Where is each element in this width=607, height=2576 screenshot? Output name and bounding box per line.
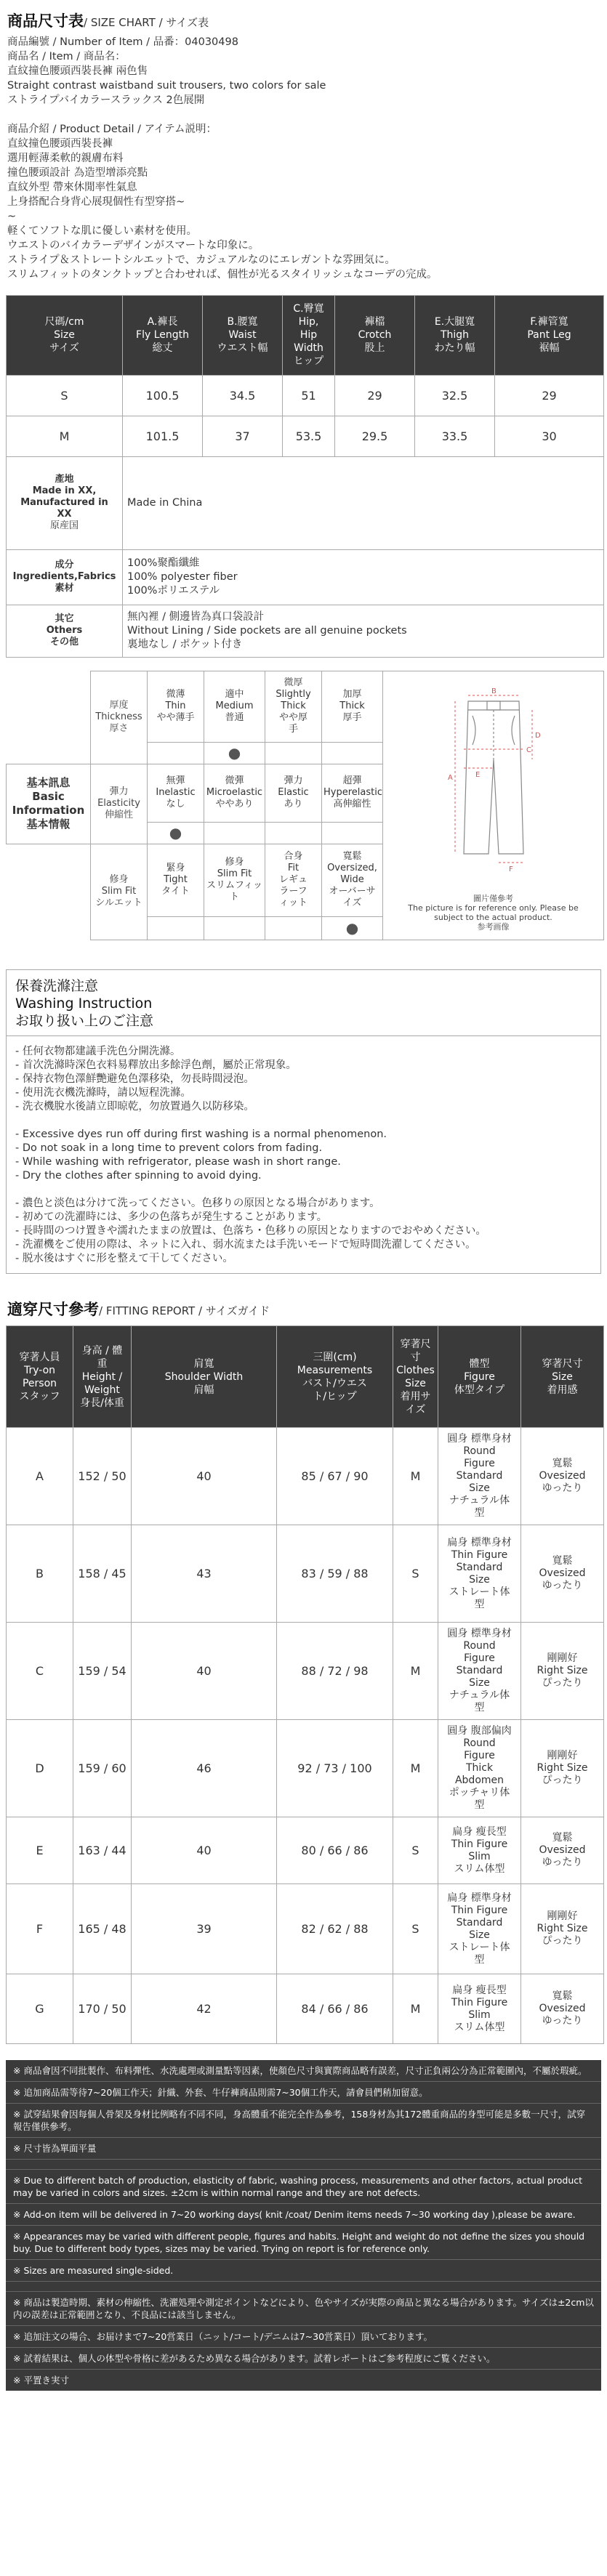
note-item: ※ 商品會因不同批製作、布料彈性、水洗處理或測量點等因素，使顏色尺寸與實際商品略有誤差，尺寸正負兩公分為正常範圍內，不屬於瑕疵。 (6, 2060, 601, 2082)
size-cell: 100.5 (123, 375, 203, 416)
note-item: ※ Due to different batch of production, elasticity of fabric, washing process, measurements and other factors, actual product may be varied in colors and sizes. ±2cm is within normal range and they are not defects. (6, 2170, 601, 2204)
header-hip: C.臀寬 Hip, Hip Width ヒップ (283, 295, 335, 375)
elasticity-inelastic: 無彈 Inelastic なし (148, 764, 204, 822)
elasticity-hyper: 超彈 Hyperelastic 高伸縮性 (322, 764, 383, 822)
size-chart-title: 商品尺寸表/ SIZE CHART / サイズ表 (7, 12, 209, 30)
elasticity-elastic: 彈力 Elastic あり (265, 764, 322, 822)
diagram-note: 圖片僅參考 The picture is for reference only. Please be subject to the actual product. 参考画像 (408, 893, 579, 932)
washing-instructions (6, 1035, 601, 1274)
header-waist: B.腰寬 Waist ウエスト幅 (203, 295, 283, 375)
note-item: ※ Add-on item will be delivered in 7~20 working days( knit /coat/ Denim items needs 7~30 working day ),please be aware. (6, 2204, 601, 2226)
thickness-thick: 加厚 Thick 厚手 (322, 671, 383, 742)
washing-zh: - 任何衣物都建議手洗色分開洗滌。 - 首次洗滌時深色衣料易釋放出多餘浮色劑，屬於正常現象。 - 保持衣物色澤鮮艷避免色澤移染，勿長時間浸泡。 - 使用洗衣機洗滌時，請以短程洗滌。 - 洗衣機脫水後請立即晾乾，勿放置過久以防移染。 (15, 1045, 297, 1113)
fitting-row-g: G 170 / 50 42 84 / 66 / 86 M 扁身 瘦長型 Thin Figure Slim スリム体型 寬鬆 Ovesized ゆったり (7, 1974, 604, 2044)
size-cell: M (7, 416, 123, 456)
diagram-letter-d: D (534, 731, 541, 740)
size-table-header (7, 295, 604, 375)
thickness-label: 厚度 Thickness 厚さ (91, 671, 148, 764)
fitting-row-a: A 152 / 50 40 85 / 67 / 90 M 圓身 標準身材 Round Figure Standard Size ナチュラル体 型 寬鬆 Ovesized ゆったり (7, 1428, 604, 1525)
thickness-medium: 適中 Medium 普通 (204, 671, 265, 742)
note-item: ※ 尺寸皆為單面平量 (6, 2138, 601, 2160)
ingredients-row (7, 549, 604, 605)
fitting-header: 穿著人員 Try-on Person スタッフ 身高 / 體 重 Height / Weight 身長/体重 肩寬 Shoulder Width 肩幅 三圍(cm) Measurements バスト/ウエス ト/ヒップ 穿著尺 寸 Clothes Size 着用サ イズ 體型 Figure 体型タイプ 穿著尺寸 Size 着用感 (7, 1326, 604, 1428)
fitting-row-b: B 158 / 45 43 83 / 59 / 88 S 扁身 標準身材 Thin Figure Standard Size ストレート体 型 寬鬆 Ovesized ゆったり (7, 1525, 604, 1623)
fit-selected-dot: ● (322, 916, 383, 940)
thickness-row (7, 671, 604, 742)
others-value: 無內裡 / 側邊皆為真口袋設計 Without Lining / Side pockets are all genuine pockets 裏地なし / ポケット付き (123, 605, 604, 657)
header-fly-length: A.褲長 Fly Length 総丈 (123, 295, 203, 375)
header-crotch: 褲檔 Crotch 股上 (335, 295, 415, 375)
elasticity-micro: 微彈 Microelastic ややあり (204, 764, 265, 822)
origin-label: 產地 Made in XX, Manufactured in XX 原産国 (7, 456, 123, 549)
size-cell: 33.5 (415, 416, 495, 456)
others-label: 其它 Others その他 (7, 605, 123, 657)
elasticity-selected-dot: ● (148, 822, 204, 844)
pants-diagram (388, 679, 599, 890)
size-cell: 29 (495, 375, 604, 416)
header-pant-leg: F.褲管寬 Pant Leg 裾幅 (495, 295, 604, 375)
size-cell: S (7, 375, 123, 416)
origin-row (7, 456, 604, 549)
pants-diagram-cell (383, 671, 604, 940)
note-item: ※ 追加注文の場合、お届けまで7~20営業日（ニット/コート/デニムは7~30営業日）頂いております。 (6, 2326, 601, 2348)
diagram-letter-e: E (475, 770, 480, 779)
fitting-row-f: F 165 / 48 39 82 / 62 / 88 S 扁身 標準身材 Thin Figure Standard Size ストレート体 型 剛剛好 Right Size ぴったり (7, 1884, 604, 1974)
size-row-s (7, 375, 604, 416)
product-info: 商品編號 / Number of Item / 品番：04030498 商品名 / Item / 商品名： 直紋撞色腰頭西裝長褲 兩色售 Straight contrast waistband suit trousers, two colors for sale ストライプバイカラースラックス 2色展開 (7, 36, 326, 106)
basic-info-table (6, 671, 604, 940)
size-row-m (7, 416, 604, 456)
elasticity-label: 彈力 Elasticity 伸縮性 (91, 764, 148, 844)
note-item: ※ 試穿結果會因每個人骨架及身材比例略有不同不同，身高體重不能完全作為參考，158身材為其172體重商品的身型可能是多數一尺寸，試穿報告僅供參考。 (6, 2104, 601, 2138)
washing-jp: - 濃色と淡色は分けて洗ってください。色移りの原因となる場合があります。 - 初めての洗濯時には、多少の色落ちが発生することがあります。 - 長時間のつけ置きや濡れたままの放置は、色落ち・色移りの原因となりますのでおやめください。 - 洗濯機をご使用の際は、ネットに入れ、弱水流または手洗いモードで短時間洗濯してください。 - 脱水後はすぐに形を整えて干してください。 (15, 1197, 486, 1264)
origin-value: Made in China (123, 456, 604, 549)
fitting-row-d: D 159 / 60 46 92 / 73 / 100 M 圓身 腹部偏肉 Round Figure Thick Abdomen ポッチャリ体 型 剛剛好 Right Size ぴったり (7, 1720, 604, 1817)
washing-en: - Excessive dyes run off during first washing is a normal phenomenon. - Do not soak in a long time to prevent colors from fading. - While washing with refrigerator, please wash in short range. - Dry the clothes after spinning to avoid dying. (15, 1128, 387, 1182)
note-item: ※ 平置き実寸 (13, 2375, 69, 2386)
fitting-title: 適穿尺寸參考/ FITTING REPORT / サイズガイド (7, 1300, 270, 1318)
size-cell: 29 (335, 375, 415, 416)
diagram-letter-f: F (508, 865, 513, 873)
thickness-thin: 微薄 Thin やや薄手 (148, 671, 204, 742)
fitting-row-e: E 163 / 44 40 80 / 66 / 86 S 扁身 瘦長型 Thin Figure Slim スリム体型 寬鬆 Ovesized ゆったり (7, 1817, 604, 1884)
notes-box (6, 2060, 601, 2391)
thickness-selected-dot: ● (204, 742, 265, 764)
header-size: 尺碼/cm Size サイズ (7, 295, 123, 375)
note-item: ※ 試着結果は、個人の体型や骨格に差があるため異なる場合があります。試着レポートはご参考程度にご覧ください。 (6, 2348, 601, 2370)
fitting-row-c: C 159 / 54 40 88 / 72 / 98 M 圓身 標準身材 Round Figure Standard Size ナチュラル体 型 剛剛好 Right Size ぴったり (7, 1623, 604, 1720)
size-cell: 51 (283, 375, 335, 416)
size-cell: 101.5 (123, 416, 203, 456)
basic-info-label: 基本訊息 Basic Information 基本情報 (7, 764, 91, 844)
size-cell: 37 (203, 416, 283, 456)
washing-title: 保養洗滌注意 Washing Instruction お取り扱い上のご注意 (6, 969, 601, 1035)
note-item: ※ 追加商品需等待7~20個工作天；針織、外套、牛仔褲商品則需7~30個工作天，請會員們稍加留意。 (6, 2082, 601, 2104)
ingredients-value: 100%聚酯纖維 100% polyester fiber 100%ポリエステル (123, 549, 604, 605)
fit-label: 修身 Slim Fit シルエット (91, 844, 148, 940)
header-thigh: E.大腿寬 Thigh わたり幅 (415, 295, 495, 375)
fit-regular: 合身 Fit レギュ ラーフ ィット (265, 844, 322, 916)
note-item: ※ 商品は製造時期、素材の伸縮性、洗濯処理や測定ポイントなどにより、色やサイズが実際の商品と異なる場合があります。サイズは±2cm以内の誤差は正常範囲となり、不良品には該当しません。 (6, 2292, 601, 2326)
note-item: ※ Sizes are measured single-sided. (6, 2260, 601, 2282)
size-cell: 34.5 (203, 375, 283, 416)
fit-tight: 緊身 Tight タイト (148, 844, 204, 916)
fit-slim: 修身 Slim Fit スリムフィッ ト (204, 844, 265, 916)
thickness-slightly-thick: 微厚 Slightly Thick やや厚 手 (265, 671, 322, 742)
diagram-letter-b: B (491, 687, 497, 695)
diagram-letter-c: C (526, 746, 531, 754)
others-row (7, 605, 604, 657)
ingredients-label: 成分 Ingredients,Fabrics 素材 (7, 549, 123, 605)
size-cell: 29.5 (335, 416, 415, 456)
fit-oversized: 寬鬆 Oversized, Wide オーバーサ イズ (322, 844, 383, 916)
size-cell: 53.5 (283, 416, 335, 456)
fitting-table (6, 1325, 604, 2044)
product-detail: 商品介紹 / Product Detail / アイテム説明： 直紋撞色腰頭西裝長褲 選用輕薄柔軟的親膚布料 撞色腰頭設計 為造型增添亮點 直紋外型 帶來休閒率性氣息 上身搭配合身背心展現個性有型穿搭~ ~ 軽くてソフトな肌に優しい素材を使用。 ウエストのバイカラーデザインがスマートな印象に。 ストライプ＆ストレートシルエットで、カジュアルなのにエレガントな雰囲気に。 スリムフィットのタンクトップと合わせれば、個性が光るスタイリッシュなコーデの完成。 (7, 123, 438, 280)
note-item: ※ Appearances may be varied with different people, figures and habits. Height and weight do not define the sizes you should buy. Due to different body types, sizes may be varied. Trying on report is for reference only. (6, 2226, 601, 2260)
size-table (6, 295, 604, 658)
size-cell: 30 (495, 416, 604, 456)
diagram-letter-a: A (447, 773, 453, 782)
size-cell: 32.5 (415, 375, 495, 416)
